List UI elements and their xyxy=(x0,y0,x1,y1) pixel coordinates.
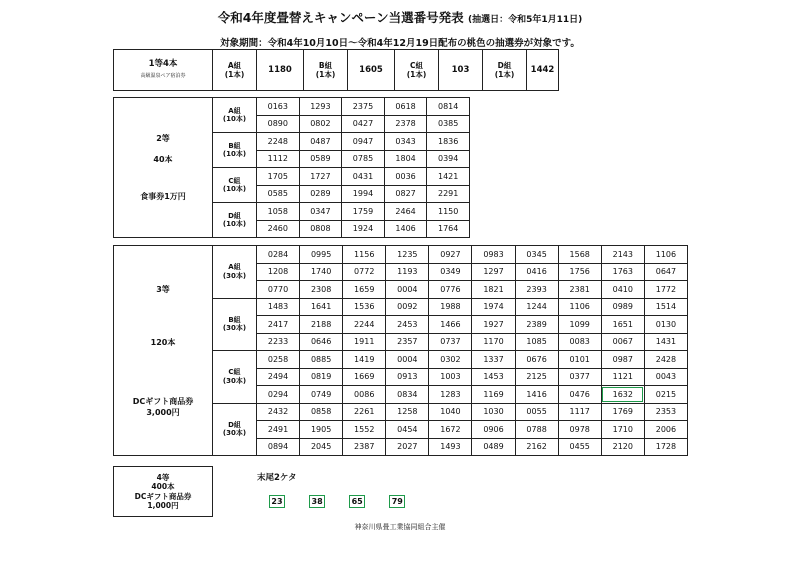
fourth-prize-label: 4等 xyxy=(156,472,170,482)
third-prize-table xyxy=(113,245,688,456)
number-cell: 0913 xyxy=(386,368,429,386)
first-prize-label: 1等4本 xyxy=(148,58,178,69)
number-cell: 1759 xyxy=(342,203,385,221)
tail-number-box: 38 xyxy=(309,495,325,508)
number-cell: 2261 xyxy=(343,403,386,421)
number-cell: 1453 xyxy=(472,368,515,386)
number-cell: 1911 xyxy=(343,333,386,351)
number-cell: 0906 xyxy=(472,421,515,439)
number-cell: 0489 xyxy=(472,438,515,456)
first-number-d: 1442 xyxy=(527,50,559,91)
number-cell: 2417 xyxy=(257,316,300,334)
fourth-tail-cell xyxy=(213,467,438,517)
number-cell: 1466 xyxy=(429,316,472,334)
number-cell: 1337 xyxy=(472,351,515,369)
number-cell: 1419 xyxy=(343,351,386,369)
number-cell: 0995 xyxy=(300,246,343,264)
number-cell: 1003 xyxy=(429,368,472,386)
number-cell: 2464 xyxy=(384,203,427,221)
number-cell: 1705 xyxy=(257,168,300,186)
number-cell: 0394 xyxy=(427,150,470,168)
number-cell: 2143 xyxy=(601,246,644,264)
number-cell: 1058 xyxy=(257,203,300,221)
number-cell: 0947 xyxy=(342,133,385,151)
number-cell: 2291 xyxy=(427,185,470,203)
number-cell: 2460 xyxy=(257,220,300,238)
number-cell: 0819 xyxy=(300,368,343,386)
number-cell: 0284 xyxy=(257,246,300,264)
number-cell: 2381 xyxy=(558,281,601,299)
number-cell: 0385 xyxy=(427,115,470,133)
number-cell: 1641 xyxy=(300,298,343,316)
title-text: 令和4年度畳替えキャンペーン当選番号発表 xyxy=(217,10,464,25)
number-cell: 2387 xyxy=(343,438,386,456)
number-cell: 0585 xyxy=(257,185,300,203)
tail-number-box: 65 xyxy=(349,495,365,508)
number-cell: 0416 xyxy=(515,263,558,281)
number-cell: 1669 xyxy=(343,368,386,386)
number-cell: 1924 xyxy=(342,220,385,238)
first-group-c: C組 (1本) xyxy=(395,50,439,91)
number-cell: 1994 xyxy=(342,185,385,203)
number-cell: 1297 xyxy=(472,263,515,281)
first-number-c: 103 xyxy=(439,50,483,91)
number-cell: 2188 xyxy=(300,316,343,334)
number-cell: 1121 xyxy=(601,368,644,386)
second-prize-count: 40本 xyxy=(153,155,173,164)
number-cell: 1150 xyxy=(427,203,470,221)
number-cell: 0827 xyxy=(384,185,427,203)
number-cell: 0067 xyxy=(601,333,644,351)
number-cell: 2432 xyxy=(257,403,300,421)
tail-digits-title: 末尾2ケタ xyxy=(257,472,297,483)
number-cell: 1169 xyxy=(472,386,515,404)
number-cell: 0454 xyxy=(386,421,429,439)
third-group-c: C組 (30本) xyxy=(213,351,257,404)
number-cell: 0427 xyxy=(342,115,385,133)
number-cell: 1431 xyxy=(644,333,687,351)
second-group-a: A組 (10本) xyxy=(213,98,257,133)
number-cell: 1927 xyxy=(472,316,515,334)
second-prize-name: 食事券1万円 xyxy=(140,192,186,201)
number-cell: 1244 xyxy=(515,298,558,316)
second-prize-label-cell xyxy=(114,98,213,238)
number-cell: 0989 xyxy=(601,298,644,316)
number-cell: 0737 xyxy=(429,333,472,351)
number-cell: 0215 xyxy=(644,386,687,404)
number-cell: 1030 xyxy=(472,403,515,421)
number-cell: 2453 xyxy=(386,316,429,334)
number-cell: 1756 xyxy=(558,263,601,281)
number-cell: 1258 xyxy=(386,403,429,421)
number-cell: 1208 xyxy=(257,263,300,281)
number-cell: 1552 xyxy=(343,421,386,439)
number-cell: 0589 xyxy=(299,150,342,168)
third-prize-amount: 3,000円 xyxy=(146,407,180,417)
number-cell: 0749 xyxy=(300,386,343,404)
number-cell: 0676 xyxy=(515,351,558,369)
first-group-a: A組 (1本) xyxy=(213,50,257,91)
page-title xyxy=(0,8,800,26)
number-cell: 0802 xyxy=(299,115,342,133)
number-cell: 1099 xyxy=(558,316,601,334)
number-cell: 0345 xyxy=(515,246,558,264)
number-cell: 0410 xyxy=(601,281,644,299)
first-number-b: 1605 xyxy=(348,50,395,91)
number-cell: 1988 xyxy=(429,298,472,316)
tail-number-box: 23 xyxy=(269,495,285,508)
number-cell: 2357 xyxy=(386,333,429,351)
number-cell: 2045 xyxy=(300,438,343,456)
number-cell: 0086 xyxy=(343,386,386,404)
third-group-a: A組 (30本) xyxy=(213,246,257,299)
number-cell: 0347 xyxy=(299,203,342,221)
number-cell: 0487 xyxy=(299,133,342,151)
second-group-b: B組 (10本) xyxy=(213,133,257,168)
number-cell: 0055 xyxy=(515,403,558,421)
number-cell: 0377 xyxy=(558,368,601,386)
number-cell: 0036 xyxy=(384,168,427,186)
fourth-prize-label-cell xyxy=(114,467,213,517)
number-cell: 2027 xyxy=(386,438,429,456)
number-cell: 0885 xyxy=(300,351,343,369)
number-cell: 1421 xyxy=(427,168,470,186)
second-prize-table xyxy=(113,97,470,238)
number-cell: 0788 xyxy=(515,421,558,439)
number-cell: 1728 xyxy=(644,438,687,456)
number-cell: 1772 xyxy=(644,281,687,299)
number-cell: 1804 xyxy=(384,150,427,168)
number-cell: 1974 xyxy=(472,298,515,316)
number-cell: 1235 xyxy=(386,246,429,264)
number-cell: 1170 xyxy=(472,333,515,351)
fourth-prize-count: 400本 xyxy=(151,482,175,491)
number-cell: 1117 xyxy=(558,403,601,421)
number-cell: 2006 xyxy=(644,421,687,439)
fourth-prize-name: DCギフト商品券 xyxy=(134,491,192,501)
number-cell: 2308 xyxy=(300,281,343,299)
number-cell: 0894 xyxy=(257,438,300,456)
number-cell: 0289 xyxy=(299,185,342,203)
number-cell: 0808 xyxy=(299,220,342,238)
number-cell: 0927 xyxy=(429,246,472,264)
number-cell: 2233 xyxy=(257,333,300,351)
number-cell: 2120 xyxy=(601,438,644,456)
number-cell: 2393 xyxy=(515,281,558,299)
number-cell: 0647 xyxy=(644,263,687,281)
number-cell: 1283 xyxy=(429,386,472,404)
number-cell: 1672 xyxy=(429,421,472,439)
number-cell: 0431 xyxy=(342,168,385,186)
number-cell: 0834 xyxy=(386,386,429,404)
number-cell: 1769 xyxy=(601,403,644,421)
number-cell: 0302 xyxy=(429,351,472,369)
second-group-c: C組 (10本) xyxy=(213,168,257,203)
number-cell: 0130 xyxy=(644,316,687,334)
tail-number-box: 79 xyxy=(389,495,405,508)
third-prize-label: 3等 xyxy=(156,284,170,294)
third-prize-label-cell xyxy=(114,246,213,456)
number-cell: 2494 xyxy=(257,368,300,386)
number-cell: 1406 xyxy=(384,220,427,238)
number-cell: 0083 xyxy=(558,333,601,351)
number-cell: 0476 xyxy=(558,386,601,404)
draw-date: (抽選日：令和5年1月11日) xyxy=(468,15,583,25)
number-cell: 0618 xyxy=(384,98,427,116)
organizer: 神奈川県畳工業協同組合主催 xyxy=(354,523,446,531)
number-cell: 0163 xyxy=(257,98,300,116)
number-cell: 1568 xyxy=(558,246,601,264)
number-cell: 0978 xyxy=(558,421,601,439)
first-prize-name: 高級温泉ペア宿泊券 xyxy=(140,72,186,79)
number-cell: 0987 xyxy=(601,351,644,369)
number-cell: 2375 xyxy=(342,98,385,116)
first-group-d: D組 (1本) xyxy=(483,50,527,91)
highlighted-number-cell: 1632 xyxy=(601,386,644,404)
number-cell: 0258 xyxy=(257,351,300,369)
number-cell: 1836 xyxy=(427,133,470,151)
number-cell: 2244 xyxy=(343,316,386,334)
number-cell: 1493 xyxy=(429,438,472,456)
number-cell: 0814 xyxy=(427,98,470,116)
fourth-prize-amount: 1,000円 xyxy=(147,501,179,510)
number-cell: 1112 xyxy=(257,150,300,168)
number-cell: 1651 xyxy=(601,316,644,334)
number-cell: 0776 xyxy=(429,281,472,299)
number-cell: 0343 xyxy=(384,133,427,151)
number-cell: 1740 xyxy=(300,263,343,281)
number-cell: 0349 xyxy=(429,263,472,281)
number-cell: 1293 xyxy=(299,98,342,116)
number-cell: 0646 xyxy=(300,333,343,351)
number-cell: 2378 xyxy=(384,115,427,133)
number-cell: 1659 xyxy=(343,281,386,299)
number-cell: 0772 xyxy=(343,263,386,281)
number-cell: 2389 xyxy=(515,316,558,334)
number-cell: 0785 xyxy=(342,150,385,168)
third-prize-name: DCギフト商品券 xyxy=(132,396,194,406)
number-cell: 0858 xyxy=(300,403,343,421)
number-cell: 1483 xyxy=(257,298,300,316)
number-cell: 2491 xyxy=(257,421,300,439)
number-cell: 1536 xyxy=(343,298,386,316)
number-cell: 1514 xyxy=(644,298,687,316)
number-cell: 2248 xyxy=(257,133,300,151)
fourth-prize-table xyxy=(113,466,437,517)
third-prize-count: 120本 xyxy=(150,337,176,347)
number-cell: 0101 xyxy=(558,351,601,369)
number-cell: 2428 xyxy=(644,351,687,369)
first-number-a: 1180 xyxy=(257,50,304,91)
second-group-d: D組 (10本) xyxy=(213,203,257,238)
number-cell: 1727 xyxy=(299,168,342,186)
number-cell: 1710 xyxy=(601,421,644,439)
number-cell: 2353 xyxy=(644,403,687,421)
number-cell: 1040 xyxy=(429,403,472,421)
number-cell: 2125 xyxy=(515,368,558,386)
number-cell: 0455 xyxy=(558,438,601,456)
number-cell: 0092 xyxy=(386,298,429,316)
third-group-b: B組 (30本) xyxy=(213,298,257,351)
number-cell: 1416 xyxy=(515,386,558,404)
number-cell: 0004 xyxy=(386,281,429,299)
target-period: 対象期間：令和4年10月10日～令和4年12月19日配布の桃色の抽選券が対象です。 xyxy=(220,38,580,49)
number-cell: 1764 xyxy=(427,220,470,238)
third-group-d: D組 (30本) xyxy=(213,403,257,456)
number-cell: 0043 xyxy=(644,368,687,386)
first-group-b: B組 (1本) xyxy=(304,50,348,91)
second-prize-label: 2等 xyxy=(156,134,170,143)
number-cell: 0770 xyxy=(257,281,300,299)
number-cell: 0004 xyxy=(386,351,429,369)
number-cell: 1106 xyxy=(558,298,601,316)
number-cell: 0890 xyxy=(257,115,300,133)
number-cell: 1821 xyxy=(472,281,515,299)
first-prize-label-cell xyxy=(114,50,213,91)
number-cell: 1905 xyxy=(300,421,343,439)
number-cell: 1763 xyxy=(601,263,644,281)
number-cell: 2162 xyxy=(515,438,558,456)
number-cell: 0983 xyxy=(472,246,515,264)
number-cell: 1106 xyxy=(644,246,687,264)
number-cell: 1156 xyxy=(343,246,386,264)
number-cell: 1193 xyxy=(386,263,429,281)
first-prize-table xyxy=(113,49,559,91)
number-cell: 0294 xyxy=(257,386,300,404)
number-cell: 1085 xyxy=(515,333,558,351)
